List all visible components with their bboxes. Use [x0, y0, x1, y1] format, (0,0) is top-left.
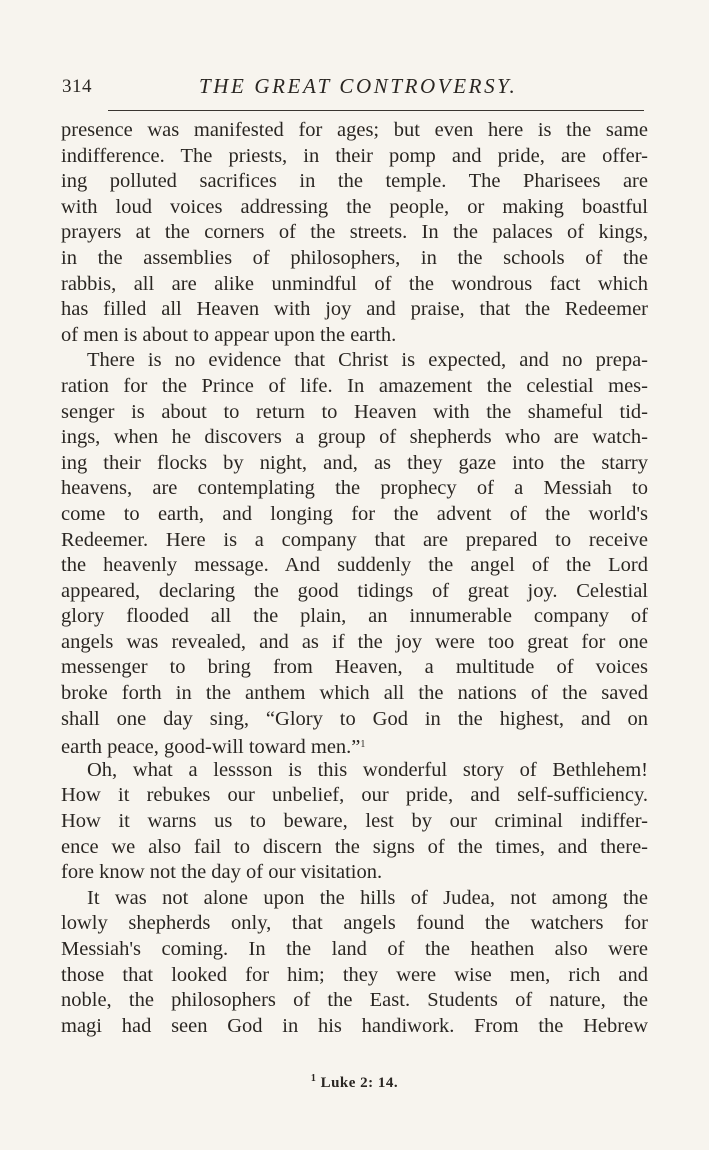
text-line: the heavenly message. And suddenly the angel of the Lord: [61, 554, 648, 577]
text-line: It was not alone upon the hills of Judea, not among the: [87, 886, 648, 909]
page-number: 314: [62, 76, 92, 97]
text-line: ration for the Prince of life. In amazement the celestial mes-: [61, 374, 648, 397]
text-line: glory flooded all the plain, an innumerable company of: [61, 605, 648, 628]
text-line: prayers at the corners of the streets. In the palaces of kings,: [61, 221, 648, 244]
text-line: fore know not the day of our visitation.: [61, 861, 383, 884]
text-line: messenger to bring from Heaven, a multitude of voices: [61, 656, 648, 679]
text-line: magi had seen God in his handiwork. From the Hebrew: [61, 1014, 648, 1037]
text-line: How it warns us to beware, lest by our criminal indiffer-: [61, 810, 648, 833]
text-line: Oh, what a lessson is this wonderful story of Bethlehem!: [87, 758, 648, 781]
text-line-with-footnote: [61, 732, 648, 758]
text-line: senger is about to return to Heaven with the shameful tid-: [61, 400, 648, 423]
text-line: Messiah's coming. In the land of the heathen also were: [61, 938, 648, 960]
text-line: ing polluted sacrifices in the temple. The Pharisees are: [61, 170, 648, 193]
text-line: indifference. The priests, in their pomp and pride, are offer-: [61, 144, 648, 167]
footnote-text: Luke 2: 14.: [320, 1075, 399, 1091]
text-line: with loud voices addressing the people, or making boastful: [61, 195, 648, 218]
text-line: Redeemer. Here is a company that are prepared to receive: [61, 528, 648, 551]
footnote: [0, 1073, 709, 1092]
text-line: noble, the philosophers of the East. Students of nature, the: [61, 989, 648, 1012]
text-line: ing their flocks by night, and, as they gaze into the starry: [61, 451, 648, 474]
text-line: angels was revealed, and as if the joy were too great for one: [61, 630, 648, 653]
text-line: lowly shepherds only, that angels found the watchers for: [61, 912, 648, 935]
footnote-marker: 1: [360, 739, 366, 751]
text-line: There is no evidence that Christ is expected, and no prepa-: [87, 349, 648, 372]
text-line: ings, when he discovers a group of shepherds who are watch-: [61, 426, 648, 449]
text-line: presence was manifested for ages; but even here is the same: [61, 119, 648, 141]
text-line: of men is about to appear upon the earth.: [61, 323, 397, 346]
text-line: appeared, declaring the good tidings of great joy. Celestial: [61, 579, 648, 602]
body-text: [61, 118, 648, 1039]
running-head: [62, 74, 648, 104]
text-line: those that looked for him; they were wise men, rich and: [61, 963, 648, 986]
text-line: in the assemblies of philosophers, in the schools of the: [61, 246, 648, 269]
text-line: has filled all Heaven with joy and praise, that the Redeemer: [61, 298, 648, 321]
footnote-marker: 1: [310, 1073, 317, 1084]
text-line: broke forth in the anthem which all the nations of the saved: [61, 682, 648, 705]
text-line: How it rebukes our unbelief, our pride, and self-sufficiency.: [61, 784, 648, 807]
text-line: shall one day sing, “Glory to God in the highest, and on: [61, 707, 648, 730]
running-title: THE GREAT CONTROVERSY.: [199, 74, 518, 98]
text-line: earth peace, good-will toward men.”: [61, 736, 361, 759]
header-rule: [108, 110, 644, 111]
text-line: ence we also fail to discern the signs of the times, and there-: [61, 835, 648, 858]
text-line: rabbis, all are alike unmindful of the wondrous fact which: [61, 272, 648, 295]
text-line: heavens, are contemplating the prophecy of a Messiah to: [61, 477, 648, 500]
text-line: come to earth, and longing for the advent of the world's: [61, 502, 648, 525]
